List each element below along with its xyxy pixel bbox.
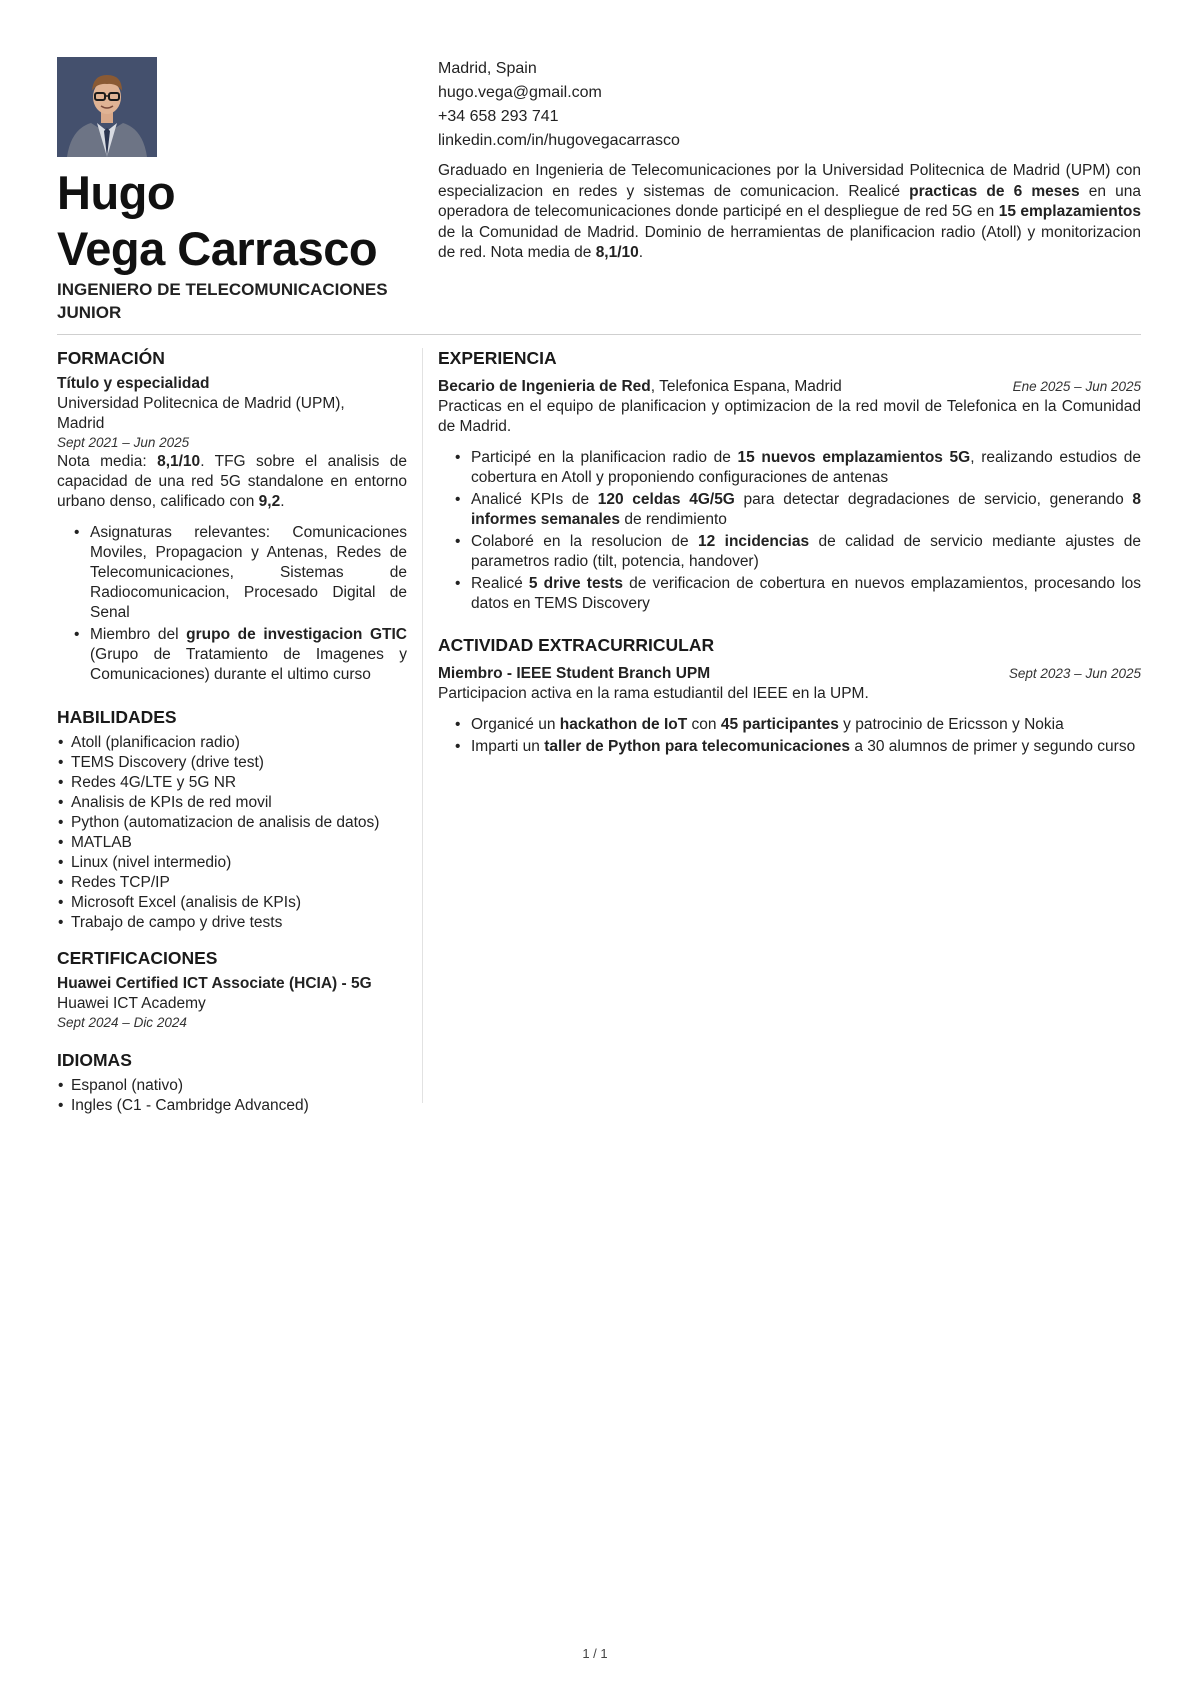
summary-bold-1: practicas de 6 meses (909, 182, 1080, 200)
section-extracurricular (438, 634, 1141, 757)
job-heading (438, 377, 842, 397)
bullet-text: Asignaturas relevantes: Comunicaciones Moviles, Propagacion y Antenas, Redes de Telecomunicaciones, Sistemas de Radiocomunicacion, Procesado Digital de Senal (90, 524, 407, 621)
activity-description: Participacion activa en la rama estudiantil del IEEE en la UPM. (438, 685, 869, 702)
formacion-grade (57, 452, 407, 512)
grade-text-3: . (280, 493, 285, 510)
right-column (438, 347, 1141, 757)
full-name (57, 165, 377, 277)
list-item (438, 448, 1141, 488)
summary-text-4: . (638, 244, 644, 261)
bullet-bold: 12 incidencias (698, 533, 810, 550)
bullet-text: de verificacion de cobertura en nuevos emplazamientos, procesando los datos en TEMS Discovery (471, 575, 1142, 612)
column-divider (422, 348, 423, 1103)
bullet-bold: 8 informes semanales (471, 491, 1142, 528)
summary-text-2: en una operadora de telecomunicaciones donde participé en el despliegue de red 5G en (438, 182, 1142, 220)
bullet-text: de calidad de servicio mediante ajustes de parametros radio (tilt, potencia, handover) (471, 533, 1141, 570)
bullet-bold: 15 nuevos emplazamientos 5G (737, 449, 971, 466)
activity-role: Miembro - IEEE Student Branch UPM (438, 665, 711, 682)
section-formacion (57, 347, 407, 685)
skill-item: • Atoll (planificacion radio) (57, 733, 407, 753)
header-divider (57, 334, 1141, 335)
certification-name: Huawei Certified ICT Associate (HCIA) - 5G (57, 975, 372, 992)
certificaciones-heading: CERTIFICACIONES (57, 948, 218, 968)
contact-linkedin[interactable]: linkedin.com/in/hugovegacarrasco (438, 132, 680, 149)
profile-photo-image (57, 57, 157, 157)
habilidades-heading: HABILIDADES (57, 707, 177, 727)
formacion-heading: FORMACIÓN (57, 348, 165, 368)
skill-item: • Redes TCP/IP (57, 873, 407, 893)
bullet-text: de rendimiento (620, 511, 727, 528)
bullet-text: Colaboré en la resolucion de (471, 533, 699, 550)
job-bullets (438, 448, 1141, 614)
languages-list (57, 1076, 407, 1116)
contact-location: Madrid, Spain (438, 60, 537, 77)
name-last: Vega Carrasco (57, 222, 378, 275)
skill-item: • MATLAB (57, 833, 407, 853)
list-item (438, 574, 1141, 614)
certification-issuer: Huawei ICT Academy (57, 995, 206, 1012)
section-experiencia (438, 347, 1141, 614)
summary-text-3: de la Comunidad de Madrid. Dominio de herramientas de planificacion radio (Atoll) y monitorizacion de red. Nota media de (438, 223, 1141, 261)
bullet-text: y patrocinio de Ericsson y Nokia (838, 716, 1064, 733)
certification-dates: Sept 2024 – Dic 2024 (57, 1015, 187, 1030)
bullet-bold: taller de Python para telecomunicaciones (544, 738, 851, 755)
grade-text-1: Nota media: (57, 453, 158, 470)
bullet-bold: 45 participantes (720, 716, 839, 733)
summary-bold-2: 15 emplazamientos (998, 203, 1141, 220)
contact-phone[interactable]: +34 658 293 741 (438, 108, 559, 125)
list-item (438, 737, 1141, 757)
section-certificaciones (57, 947, 407, 1032)
bullet-text: Analicé KPIs de (471, 491, 598, 508)
language-item: • Ingles (C1 - Cambridge Advanced) (57, 1096, 407, 1116)
summary-text-1: Graduado en Ingenieria de Telecomunicaciones por la Universidad Politecnica de Madrid (UPM) con especializacion en redes y sistemas de comunicacion. Realicé (438, 162, 1141, 200)
job-header (438, 377, 1141, 397)
job-dates: Ene 2025 – Jun 2025 (1012, 379, 1141, 394)
job-description: Practicas en el equipo de planificacion y optimizacion de la red movil de Telefonica en la Comunidad de Madrid. (438, 398, 1141, 435)
list-item (57, 625, 407, 685)
resume-header (57, 57, 1141, 325)
grade-text-2: . TFG sobre el analisis de capacidad de una red 5G standalone en entorno urbano denso, calificado con (57, 453, 407, 510)
degree-title: Título y especialidad (57, 375, 210, 392)
profile-photo (57, 57, 157, 157)
bullet-text: , realizando estudios de cobertura en Atoll y proponiendo configuraciones de antenas (471, 449, 1141, 486)
bullet-bold: grupo de investigacion GTIC (186, 626, 407, 643)
skill-item: • Redes 4G/LTE y 5G NR (57, 773, 407, 793)
bullet-bold: 120 celdas 4G/5G (597, 491, 735, 508)
section-habilidades (57, 706, 407, 933)
bullet-text: Realicé (471, 575, 529, 592)
bullet-bold: hackathon de IoT (559, 716, 688, 733)
experiencia-heading: EXPERIENCIA (438, 348, 557, 368)
summary-bold-3: 8,1/10 (595, 244, 639, 261)
list-item (57, 523, 407, 623)
bullet-text: para detectar degradaciones de servicio, generando (734, 491, 1133, 508)
name-first: Hugo (57, 166, 176, 219)
left-column (57, 347, 407, 1116)
bullet-text: Organicé un (471, 716, 560, 733)
activity-header (438, 664, 1141, 684)
formacion-dates: Sept 2021 – Jun 2025 (57, 435, 190, 450)
skill-item: • Analisis de KPIs de red movil (57, 793, 407, 813)
extracurricular-heading: ACTIVIDAD EXTRACURRICULAR (438, 635, 715, 655)
profile-summary (438, 161, 1141, 264)
contact-info (438, 57, 680, 153)
list-item (438, 490, 1141, 530)
bullet-text: Imparti un (471, 738, 545, 755)
skill-item: • Linux (nivel intermedio) (57, 853, 407, 873)
job-title: INGENIERO DE TELECOMUNICACIONES JUNIOR (57, 280, 388, 322)
list-item (438, 532, 1141, 572)
job-org: , Telefonica Espana, Madrid (650, 378, 842, 395)
skill-item: • Python (automatizacion de analisis de datos) (57, 813, 407, 833)
grade-bold-1: 8,1/10 (157, 453, 201, 470)
grade-bold-2: 9,2 (258, 493, 281, 510)
skill-item: • TEMS Discovery (drive test) (57, 753, 407, 773)
job-title-text: Becario de Ingenieria de Red (438, 378, 651, 395)
activity-bullets (438, 715, 1141, 757)
language-item: • Espanol (nativo) (57, 1076, 407, 1096)
idiomas-heading: IDIOMAS (57, 1050, 132, 1070)
bullet-text: Participé en la planificacion radio de (471, 449, 738, 466)
skill-item: • Trabajo de campo y drive tests (57, 913, 407, 933)
skills-list (57, 733, 407, 933)
section-idiomas (57, 1049, 407, 1116)
bullet-text: (Grupo de Tratamiento de Imagenes y Comunicaciones) durante el ultimo curso (90, 646, 407, 683)
contact-email[interactable]: hugo.vega@gmail.com (438, 84, 602, 101)
list-item (438, 715, 1141, 735)
page-number: 1 / 1 (582, 1646, 608, 1661)
formacion-bullets (57, 523, 407, 685)
skill-item: • Microsoft Excel (analisis de KPIs) (57, 893, 407, 913)
activity-dates: Sept 2023 – Jun 2025 (1008, 666, 1141, 681)
bullet-text: Miembro del (90, 626, 187, 643)
school-name: Universidad Politecnica de Madrid (UPM), Madrid (57, 395, 345, 432)
bullet-bold: 5 drive tests (528, 575, 623, 592)
bullet-text: a 30 alumnos de primer y segundo curso (850, 738, 1136, 755)
bullet-text: con (687, 716, 721, 733)
